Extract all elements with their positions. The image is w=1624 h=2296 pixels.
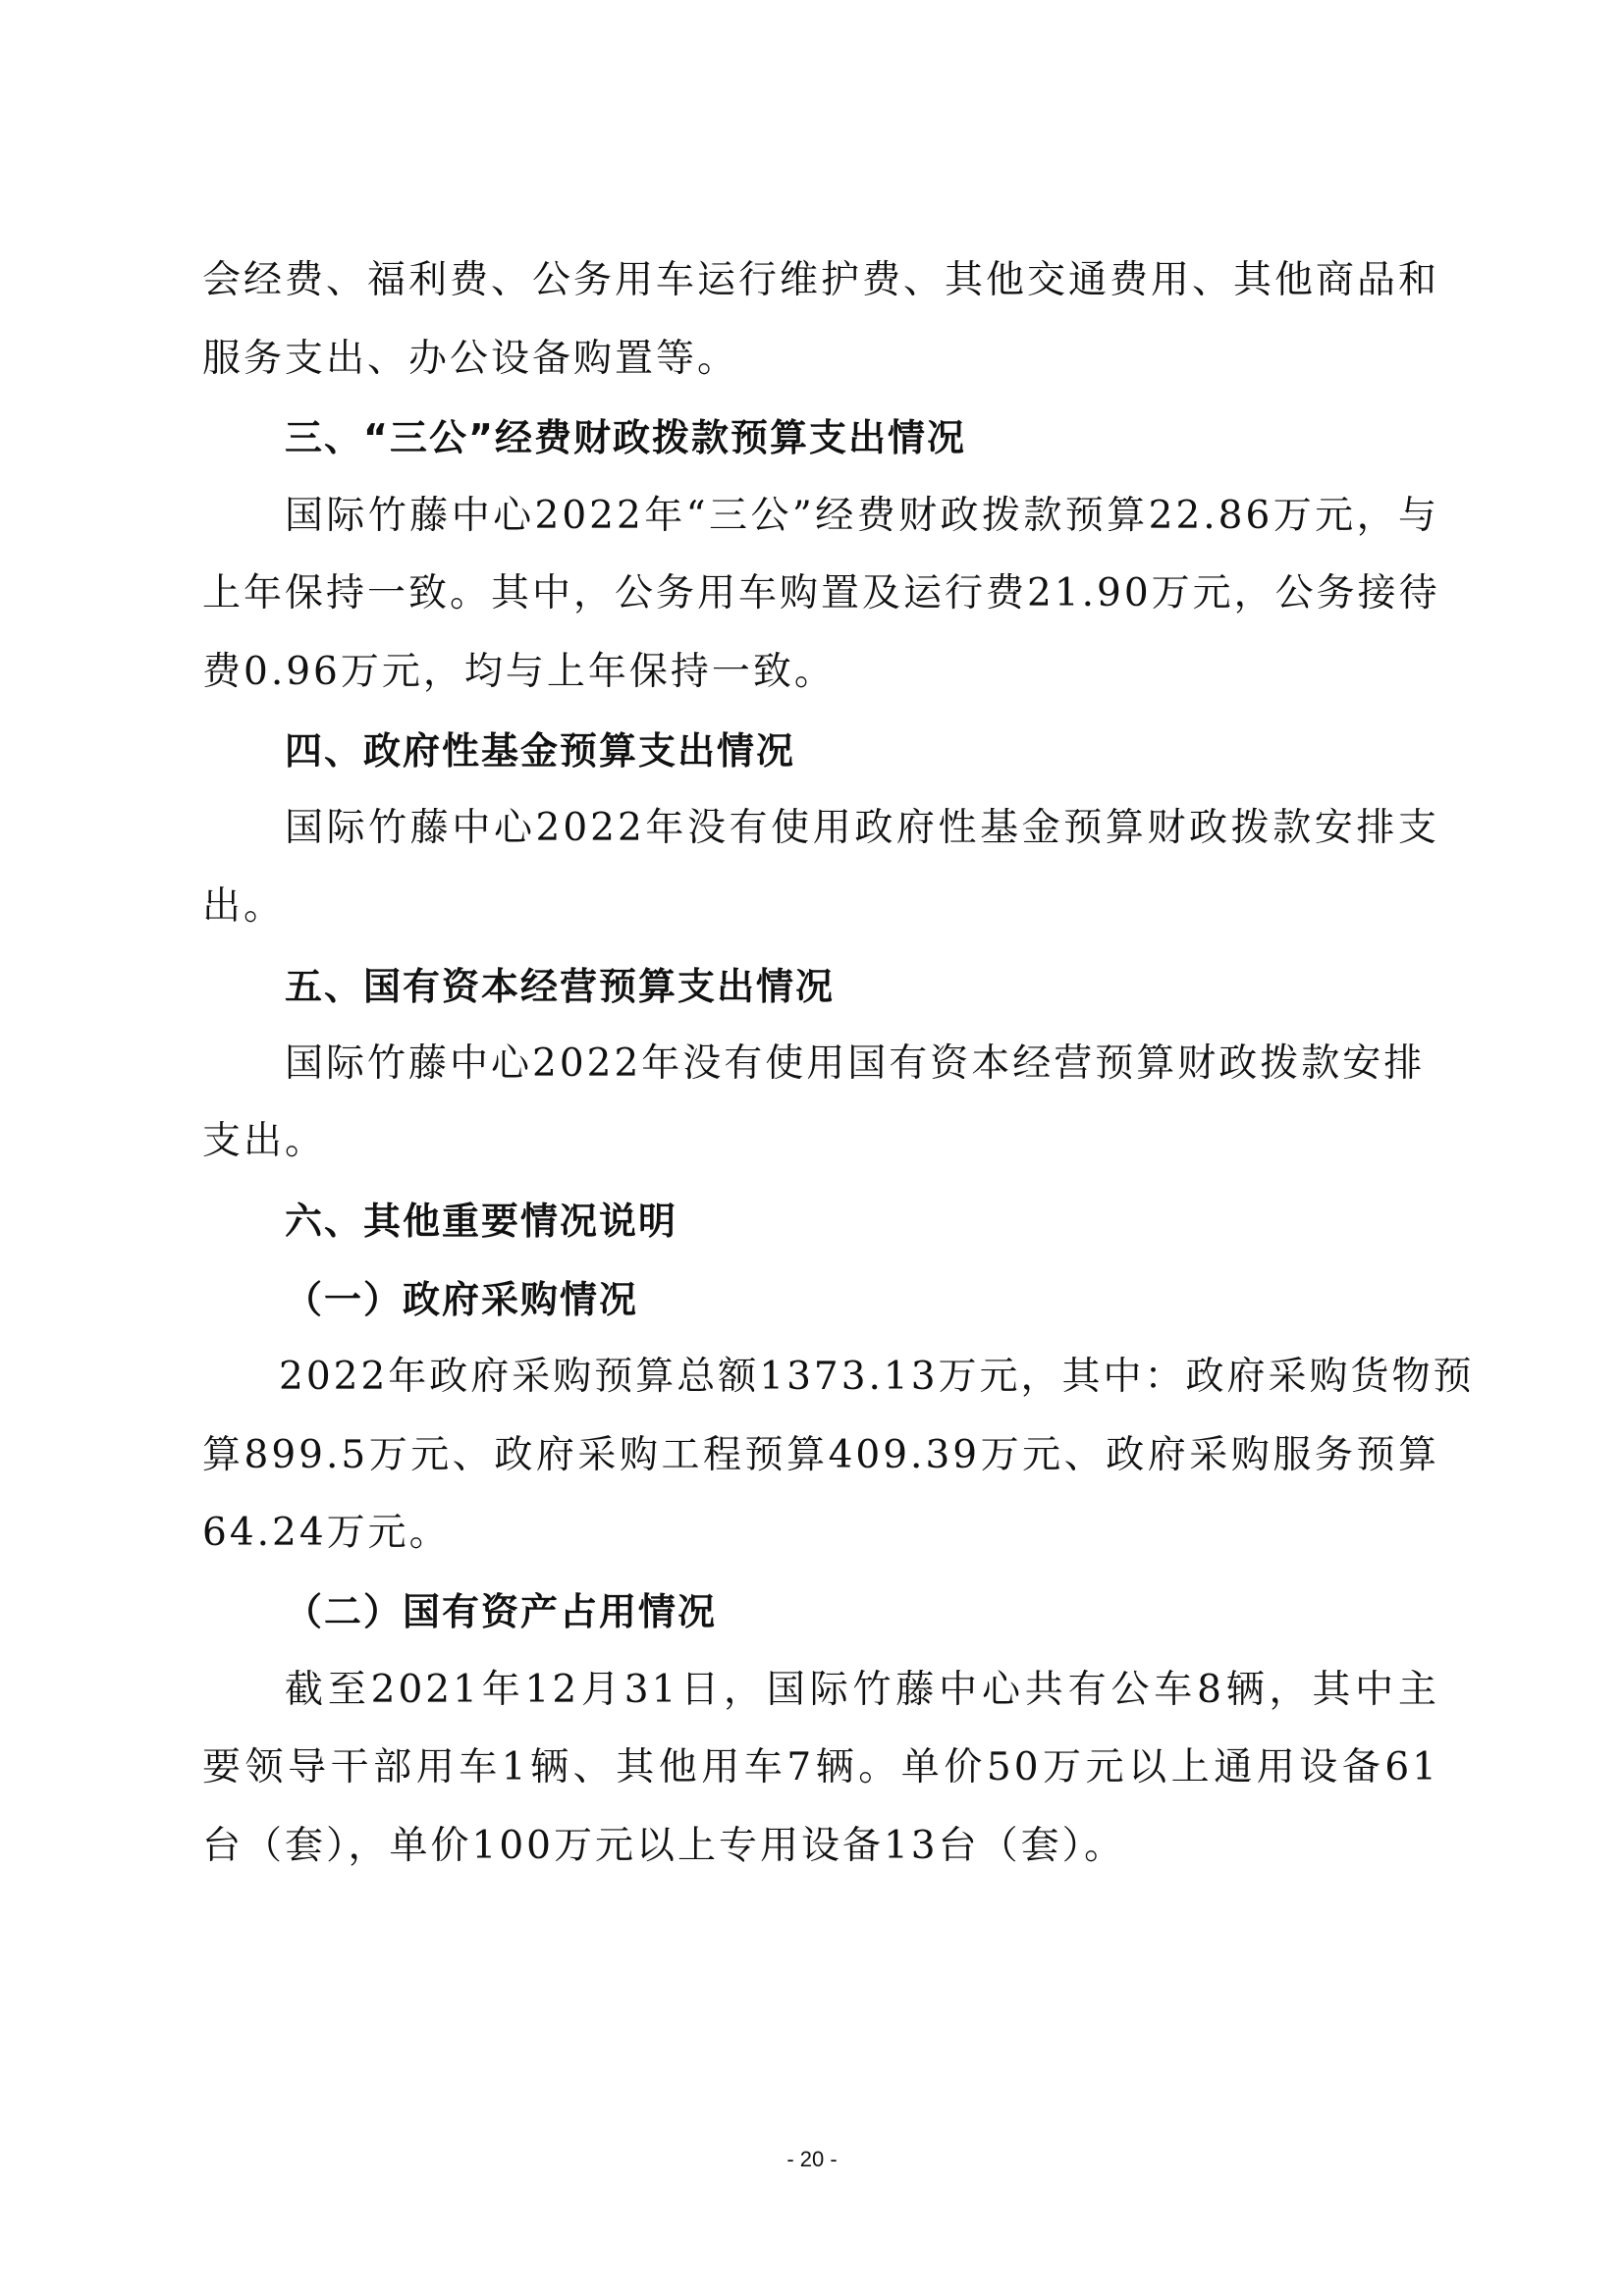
section-heading-5: 五、国有资本经营预算支出情况	[285, 965, 836, 1008]
subsection-heading-1: （一）政府采购情况	[285, 1278, 639, 1321]
body-text-line: 服务支出、办公设备购置等。	[202, 337, 739, 381]
body-text-line: 费0.96万元，均与上年保持一致。	[202, 650, 836, 694]
body-text-line: 截至2021年12月31日，国际竹藤中心共有公车8辆，其中主	[285, 1668, 1439, 1712]
body-text-line: 出。	[202, 884, 286, 929]
body-text-line: 国际竹藤中心2022年没有使用国有资本经营预算财政拨款安排	[285, 1041, 1426, 1086]
subsection-heading-2: （二）国有资产占用情况	[285, 1590, 718, 1633]
body-text-line: 要领导干部用车1辆、其他用车7辆。单价50万元以上通用设备61	[202, 1745, 1439, 1789]
body-text-line: 台（套），单价100万元以上专用设备13台（套）。	[202, 1824, 1126, 1868]
body-text-line: 64.24万元。	[202, 1511, 451, 1555]
body-text-line: 算899.5万元、政府采购工程预算409.39万元、政府采购服务预算	[202, 1433, 1439, 1477]
section-heading-3: 三、“三公”经费财政拨款预算支出情况	[285, 416, 966, 459]
body-text-line: 上年保持一致。其中，公务用车购置及运行费21.90万元，公务接待	[202, 571, 1440, 615]
section-heading-6: 六、其他重要情况说明	[285, 1200, 678, 1243]
body-text-line: 国际竹藤中心2022年“三公”经费财政拨款预算22.86万元，与	[285, 494, 1439, 538]
body-text-line: 国际竹藤中心2022年没有使用政府性基金预算财政拨款安排支	[285, 806, 1439, 850]
body-text-line: 2022年政府采购预算总额1373.13万元，其中：政府采购货物预	[279, 1355, 1475, 1399]
body-text-line: 支出。	[202, 1119, 327, 1163]
page-number: - 20 -	[786, 2147, 838, 2171]
section-heading-4: 四、政府性基金预算支出情况	[285, 729, 796, 773]
body-text-line: 会经费、福利费、公务用车运行维护费、其他交通费用、其他商品和	[202, 258, 1440, 302]
